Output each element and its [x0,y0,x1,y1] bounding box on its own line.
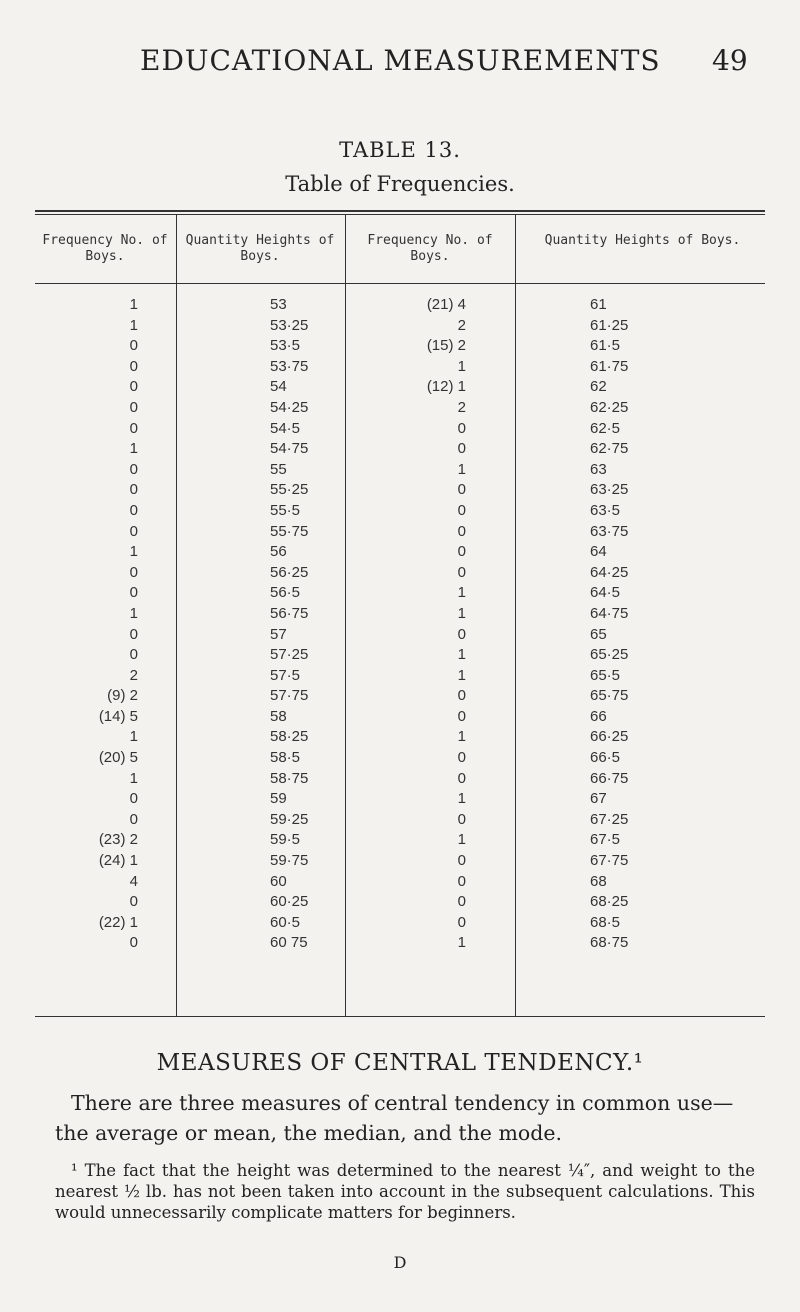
table-cell: 66 [590,707,607,725]
table-row [0,378,800,399]
table-cell: 55 [270,460,287,478]
table-cell: 0 [457,749,466,767]
table-row [0,481,800,502]
table-cell: 67·75 [590,852,629,870]
table-row [0,605,800,626]
table-cell: 0 [129,398,138,416]
table-row [0,296,800,317]
signature-mark: D [393,1253,407,1272]
table-cell: 0 [129,378,138,396]
table-cell: 59·25 [270,810,309,828]
footnote: ¹ The fact that the height was determined to the nearest ¼″, and weight to the nearest ½ lb. has not been taken into account in the subsequent calculations. This would unnecessarily complicate matters for beginners. [55,1161,755,1222]
table-cell: 57·25 [270,646,309,664]
table-top-rule [35,210,765,212]
table-cell: 0 [457,522,466,540]
table-cell: 0 [129,646,138,664]
table-row [0,461,800,482]
table-cell: 60 75 [270,934,308,952]
section-heading: MEASURES OF CENTRAL TENDENCY.¹ [156,1050,644,1076]
table-cell: 54 [270,378,287,396]
table-cell: 68·75 [590,934,629,952]
table-cell: 68·5 [590,913,621,931]
table-cell: 1 [129,769,138,787]
table-cell: 57 [270,625,287,643]
table-cell: 0 [457,810,466,828]
table-cell: 1 [129,543,138,561]
table-cell: 65·25 [590,646,629,664]
table-row [0,502,800,523]
table-cell: 61·75 [590,357,629,375]
table-cell: 58·5 [270,749,301,767]
table-cell: 54·5 [270,419,301,437]
table-bottom-rule [35,1016,765,1017]
table-cell: 0 [457,707,466,725]
table-cell: (23) 2 [98,831,138,849]
table-cell: 61·25 [590,316,629,334]
table-cell: 58·75 [270,769,309,787]
table-cell: 0 [129,481,138,499]
table-row [0,523,800,544]
table-cell: 2 [457,316,466,334]
table-cell: 0 [129,460,138,478]
table-cell: 0 [129,501,138,519]
table-cell: 1 [129,728,138,746]
table-cell: 63·25 [590,481,629,499]
table-cell: 0 [129,934,138,952]
table-cell: 61·5 [590,337,621,355]
header-quantity-2: Quantity Heights of Boys. [544,233,741,248]
table-cell: 57·75 [270,687,309,705]
table-cell: 0 [457,913,466,931]
table-cell: 0 [129,790,138,808]
table-row [0,399,800,420]
table-cell: 59·5 [270,831,301,849]
page-number: 49 [712,44,748,77]
table-cell: 1 [129,316,138,334]
table-body [0,296,800,955]
table-cell: 0 [457,893,466,911]
table-cell: (14) 5 [98,707,138,725]
table-cell: 68 [590,872,607,890]
table-cell: 64 [590,543,607,561]
table-cell: 66·5 [590,749,621,767]
table-top-rule-inner [35,214,765,215]
table-row [0,337,800,358]
table-cell: 1 [129,296,138,313]
header-frequency-2: Frequency No. of Boys. [367,233,493,264]
table-cell: 1 [457,584,466,602]
table-cell: 0 [457,687,466,705]
table-cell: 63·5 [590,501,621,519]
table-row [0,440,800,461]
table-row [0,420,800,441]
table-cell: (9) 2 [107,687,138,705]
table-row [0,667,800,688]
table-row [0,852,800,873]
table-cell: 53 [270,296,287,313]
table-cell: 60·25 [270,893,309,911]
body-paragraph: There are three measures of central tendency in common use—the average or mean, the median, and the mode. [55,1091,734,1145]
table-cell: 54·25 [270,398,309,416]
table-cell: 58 [270,707,287,725]
table-cell: 0 [457,501,466,519]
table-cell: 63·75 [590,522,629,540]
table-cell: 62 [590,378,607,396]
table-row [0,584,800,605]
table-cell: 67·5 [590,831,621,849]
table-row [0,564,800,585]
header-frequency-1: Frequency No. of Boys. [42,233,168,264]
table-cell: 2 [457,398,466,416]
table-cell: 0 [129,625,138,643]
table-cell: 0 [129,893,138,911]
table-row [0,831,800,852]
table-cell: (15) 2 [426,337,466,355]
table-cell: (20) 5 [98,749,138,767]
table-cell: 56·5 [270,584,301,602]
table-cell: 53·25 [270,316,309,334]
table-cell: 0 [457,872,466,890]
table-cell: 0 [129,337,138,355]
table-cell: 58·25 [270,728,309,746]
table-cell: 55·25 [270,481,309,499]
table-cell: 1 [457,604,466,622]
table-row [0,914,800,935]
table-cell: 62·25 [590,398,629,416]
table-cell: (12) 1 [426,378,466,396]
table-cell: 54·75 [270,440,309,458]
table-cell: 1 [457,666,466,684]
table-cell: 1 [457,646,466,664]
table-cell: 66·75 [590,769,629,787]
table-cell: 1 [457,460,466,478]
header-quantity-1: Quantity Heights of Boys. [185,233,335,264]
table-cell: 2 [129,666,138,684]
table-row [0,358,800,379]
table-cell: 1 [457,357,466,375]
table-cell: 56 [270,543,287,561]
table-cell: 0 [129,522,138,540]
table-cell: 64·5 [590,584,621,602]
table-cell: 0 [457,543,466,561]
table-cell: 4 [129,872,138,890]
table-cell: 0 [129,584,138,602]
table-cell: 1 [457,934,466,952]
table-cell: 53·75 [270,357,309,375]
table-cell: 0 [457,481,466,499]
table-cell: 67·25 [590,810,629,828]
table-cell: 57·5 [270,666,301,684]
table-cell: 62·5 [590,419,621,437]
table-cell: (21) 4 [426,296,466,313]
table-cell: 59 [270,790,287,808]
table-label: TABLE 13. [339,138,461,162]
table-cell: 53·5 [270,337,301,355]
table-cell: 55·5 [270,501,301,519]
table-row [0,543,800,564]
table-cell: 64·25 [590,563,629,581]
table-cell: 61 [590,296,607,313]
table-cell: 0 [457,563,466,581]
table-cell: 64·75 [590,604,629,622]
running-head [0,44,800,84]
table-row [0,790,800,811]
table-cell: 1 [129,604,138,622]
table-subtitle: Table of Frequencies. [285,172,515,196]
table-cell: 62·75 [590,440,629,458]
table-row [0,708,800,729]
table-cell: (22) 1 [98,913,138,931]
table-cell: 1 [457,728,466,746]
table-cell: 66·25 [590,728,629,746]
table-header-rule [35,283,765,284]
table-cell: 60·5 [270,913,301,931]
table-cell: 0 [129,810,138,828]
table-row [0,893,800,914]
table-cell: 1 [129,440,138,458]
table-row [0,811,800,832]
table-cell: 68·25 [590,893,629,911]
table-cell: 59·75 [270,852,309,870]
table-cell: 56·75 [270,604,309,622]
table-cell: (24) 1 [98,852,138,870]
table-cell: 60 [270,872,287,890]
table-row [0,728,800,749]
table-row [0,873,800,894]
table-row [0,770,800,791]
table-row [0,687,800,708]
table-row [0,317,800,338]
table-cell: 65·75 [590,687,629,705]
table-cell: 1 [457,790,466,808]
table-cell: 0 [457,625,466,643]
table-cell: 0 [129,563,138,581]
table-row [0,626,800,647]
table-cell: 67 [590,790,607,808]
table-cell: 0 [129,357,138,375]
table-cell: 65 [590,625,607,643]
table-row [0,934,800,955]
table-cell: 0 [457,852,466,870]
table-row [0,749,800,770]
table-cell: 56·25 [270,563,309,581]
table-cell: 63 [590,460,607,478]
table-cell: 0 [457,440,466,458]
table-cell: 0 [457,419,466,437]
running-head-title: EDUCATIONAL MEASUREMENTS [140,44,661,77]
table-row [0,646,800,667]
table-cell: 0 [457,769,466,787]
table-cell: 65·5 [590,666,621,684]
table-cell: 55·75 [270,522,309,540]
table-cell: 0 [129,419,138,437]
table-cell: 1 [457,831,466,849]
